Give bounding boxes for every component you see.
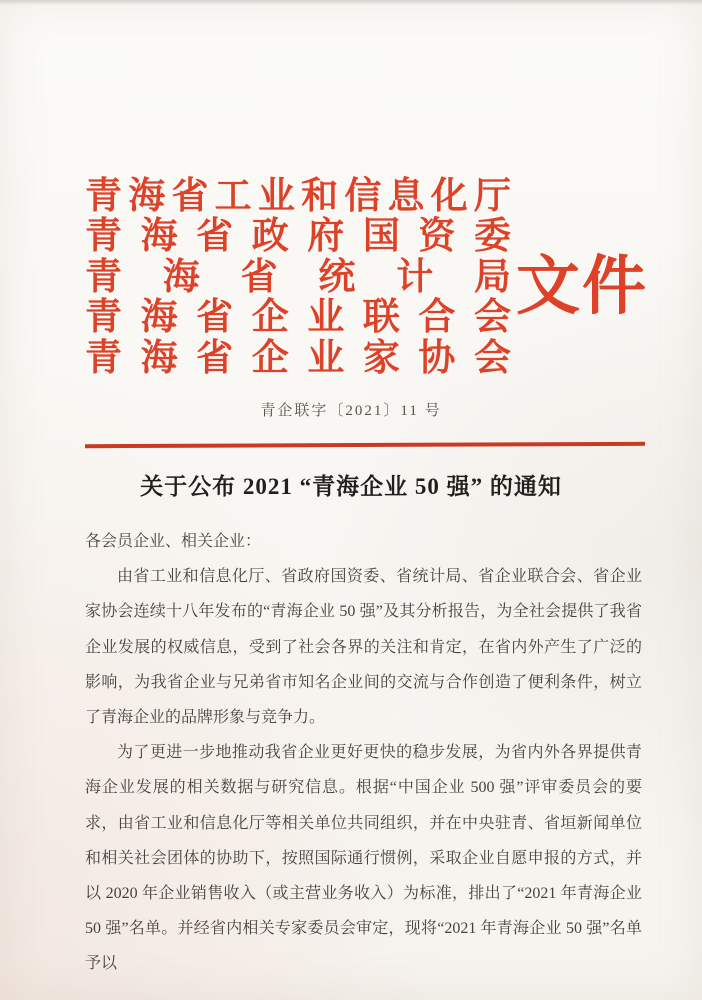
agency-line <box>85 338 511 379</box>
agency-char: 业 <box>257 175 295 217</box>
agency-char: 海 <box>128 175 166 217</box>
agency-char: 会 <box>473 297 511 339</box>
doc-type-label: 文件 <box>516 251 648 322</box>
doc-number: 青企联字〔2021〕11 号 <box>260 403 442 419</box>
agency-char: 厅 <box>473 175 511 217</box>
agency-char: 局 <box>473 256 511 298</box>
agency-char: 海 <box>162 256 200 298</box>
body-paragraph: 由省工业和信息化厅、省政府国资委、省统计局、省企业联合会、省企业家协会连续十八年发布的“青海企业 50 强”及其分析报告，为全社会提供了我省企业发展的权威信息，受到了社会各界的关注和肯定，在省内外产生了广泛的影响，为我省企业与兄弟省市知名企业间的交流与合作创造了便利条件，树立了青海企业的品牌形象与竞争力。 <box>85 568 642 727</box>
letterhead-divider-line <box>85 442 645 448</box>
agency-char: 企 <box>251 297 289 339</box>
agency-char: 青 <box>85 256 122 298</box>
agency-char: 工 <box>214 175 252 217</box>
agency-char: 化 <box>430 175 468 217</box>
salutation: 各会员企业、相关企业： <box>85 533 262 550</box>
agency-char: 省 <box>171 175 209 217</box>
agency-char: 业 <box>307 297 345 339</box>
agency-char: 海 <box>140 216 178 258</box>
paragraph-list <box>85 559 642 981</box>
agency-char: 国 <box>362 216 400 258</box>
agency-char: 合 <box>418 297 456 339</box>
agency-char: 协 <box>418 337 456 379</box>
agency-char: 统 <box>318 256 356 298</box>
agency-line <box>85 176 511 217</box>
agency-char: 青 <box>85 337 122 379</box>
agency-char: 业 <box>307 337 345 379</box>
agency-char: 资 <box>418 216 456 258</box>
agency-char: 青 <box>85 216 122 258</box>
agency-line <box>85 257 511 298</box>
agency-char: 海 <box>140 337 178 379</box>
agency-char: 青 <box>85 297 122 339</box>
agency-char: 企 <box>251 337 289 379</box>
agency-char: 省 <box>196 297 234 339</box>
agency-char: 政 <box>251 216 289 258</box>
agency-char: 计 <box>396 256 434 298</box>
body-paragraph: 为了更进一步地推动我省企业更好更快的稳步发展，为省内外各界提供青海企业发展的相关数据与研究信息。根据“中国企业 500 强”评审委员会的要求，由省工业和信息化厅等相关单位共同组织，并在中央驻青、省垣新闻单位和相关社会团体的协助下，按照国际通行惯例，采取企业自愿申报的方式，并以 2020 年企业销售收入（或主营业务收入）为标准，排出了“2021 年青海企业 50 强”名单。并经省内相关专家委员会审定，现将“2021 年青海企业 50 强”名单予以 <box>85 744 642 973</box>
agency-line <box>85 217 511 258</box>
agency-char: 委 <box>473 216 511 258</box>
agency-char: 省 <box>196 337 234 379</box>
document-title: 关于公布 2021 “青海企业 50 强” 的通知 <box>140 474 562 499</box>
agency-char: 息 <box>387 175 425 217</box>
agency-char: 省 <box>196 216 234 258</box>
agency-char: 和 <box>301 175 339 217</box>
agency-char: 会 <box>473 337 511 379</box>
agency-char: 家 <box>362 337 400 379</box>
letterhead-agency-list <box>85 176 511 379</box>
agency-char: 省 <box>240 256 278 298</box>
document-body <box>85 524 642 982</box>
agency-char: 府 <box>307 216 345 258</box>
agency-char: 青 <box>85 175 122 217</box>
agency-line <box>85 298 511 339</box>
agency-char: 海 <box>140 297 178 339</box>
agency-char: 信 <box>344 175 382 217</box>
agency-char: 联 <box>362 297 400 339</box>
